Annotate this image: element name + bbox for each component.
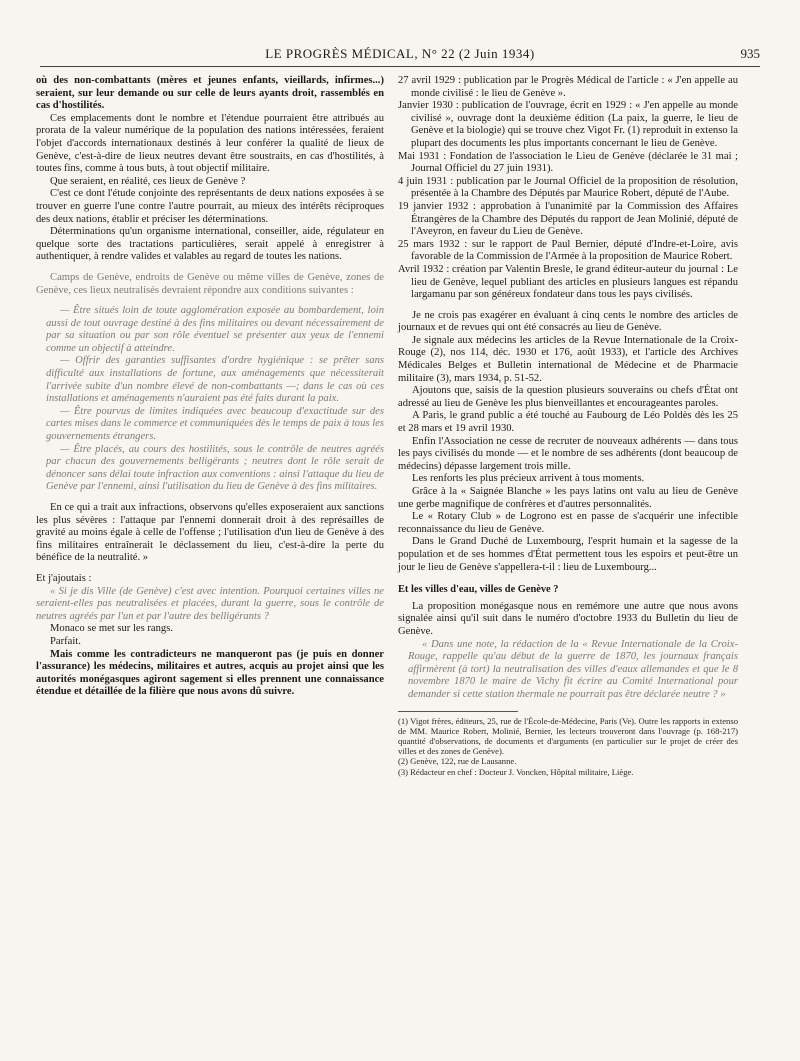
paragraph: Déterminations qu'un organisme international, conseiller, aide, régulateur en quelque sorte des tractations particulières, serait appelé à enregistrer à authentiquer, à rendre valides et valables au regard de toutes les nations. <box>36 226 384 263</box>
quote-paragraph: — Être placés, au cours des hostilités, sous le contrôle de neutres agréés par chacun des gouvernements belligérants ; neutres dont le rôle serait de dénoncer sans délai toute infraction aux conventions : ainsi l'attaque du lieu de Genève par l'ennemi, ainsi l'utilisation du lieu de Genève à des fins militaires. <box>46 443 384 493</box>
paragraph: Parfait. <box>50 635 81 647</box>
left-column <box>36 75 384 699</box>
paragraph: Ces emplacements dont le nombre et l'étendue pourraient être attribués au prorata de la valeur numérique de la population des nations intéressées, feraient l'objet d'accords internationaux destinés à leur conférer la qualité de lieux de Genève, c'est-à-dire de lieux neutres devant être soustraits, en cas d'hostilités, à toutes fins, comme à tous buts, à tout objectif militaire. <box>36 112 384 175</box>
footnote: (3) Rédacteur en chef : Docteur J. Voncken, Hôpital militaire, Liège. <box>398 766 634 777</box>
chronology-entry: 4 juin 1931 : publication par le Journal Officiel de la proposition de résolution, présentée à la Chambre des Députés par Maurice Robert, député de l'Aube. <box>398 175 738 200</box>
quote-paragraph: — Être situés loin de toute agglomération exposée au bombardement, loin aussi de tout ouvrage destiné à des fins militaires ou devant nécessairement de par sa situation ou par son rôle éventuel se présenter aux yeux de l'ennemi comme un objectif à atteindre. <box>46 305 384 354</box>
chronology-entry: 19 janvier 1932 : approbation à l'unanimité par la Commission des Affaires Étrangères de la Chambre des Députés du rapport de Jean Molinié, député de l'Aveyron, en faveur du Lieu de Genève. <box>398 200 738 238</box>
paragraph: Camps de Genève, endroits de Genève ou même villes de Genève, zones de Genève, ces lieux neutralisés devraient répondre aux conditions suivantes : <box>36 271 384 296</box>
paragraph: En ce qui a trait aux infractions, observons qu'elles exposeraient aux sanctions les plus sévères : l'attaque par l'ennemi donnerait droit à des représailles de gravité au moins égale à celle de l'offense ; l'utilisation d'un lieu de Genève à des fins militaires entraînerait le déclassement du lieu, c'est-à-dire la perte du bénéfice de la neutralité. » <box>36 502 384 564</box>
page-header <box>40 46 760 68</box>
quote-paragraph: — Être pourvus de limites indiquées avec beaucoup d'exactitude sur des cartes mises dans le commerce et communiquées dès le temps de paix à tous les gouvernements étrangers. <box>46 405 384 443</box>
paragraph: La proposition monégasque nous en remémore une autre que nous avons signalée ainsi qu'il suit dans le numéro d'octobre 1933 du Bulletin du lieu de Genève. <box>398 600 738 637</box>
paragraph: A Paris, le grand public a été touché au Faubourg de Léo Poldès dès les 25 et 28 mars et 19 avril 1930. <box>398 410 738 435</box>
paragraph: C'est ce dont l'étude conjointe des représentants de deux nations exposées à se trouver en guerre l'une contre l'autre pourrait, au mieux des intérêts réciproques des deux nations, établir et préciser les déterminations. <box>36 188 384 225</box>
footnote: (2) Genève, 122, rue de Lausanne. <box>398 756 517 767</box>
running-title: LE PROGRÈS MÉDICAL, N° 22 (2 Juin 1934) <box>265 46 535 61</box>
paragraph: Je signale aux médecins les articles de la Revue Internationale de la Croix-Rouge (2), nos 114, déc. 1930 et 176, août 1933), et l'article des Archives Médicales Belges et Bulletin international de Médecine et de Pharmacie militaire (3), mars 1934, p. 51-52. <box>398 334 738 384</box>
paragraph: Le « Rotary Club » de Logrono est en passe de s'acquérir une infectible reconnaissance du lieu de Genève. <box>398 511 738 535</box>
paragraph: où des non-combattants (mères et jeunes enfants, vieillards, infirmes...) seraient, sur leur demande ou sur celle de leurs ayants droit, rassemblés en cas d'hostilités. <box>36 75 384 112</box>
quote-paragraph: — Offrir des garanties suffisantes d'ordre hygiénique : se prêter sans difficulté aux installations de fortune, aux aménagements que nécessiterait l'arrivée subite d'un nombre élevé de non-combattants —; dans le cas où ces installations et aménagements n'auraient pas été faits durant la paix. <box>46 355 384 405</box>
paragraph: Enfin l'Association ne cesse de recruter de nouveaux adhérents — dans tous les pays civilisés du monde — et le nombre de ses adhérents (dont beaucoup de médecins) dépasse largement trois mille. <box>398 435 738 472</box>
chronology-entry: 25 mars 1932 : sur le rapport de Paul Bernier, député d'Indre-et-Loire, avis favorable de la Commission de l'Armée à la proposition de Maurice Robert. <box>398 238 738 263</box>
paragraph: Et j'ajoutais : <box>36 572 92 584</box>
quote-paragraph: « Si je dis Ville (de Genève) c'est avec intention. Pourquoi certaines villes ne seraient-elles pas neutralisées et placées, durant la guerre, sous le contrôle de neutres agréés par l'un et par l'autre des belligérants ? <box>36 585 384 622</box>
paragraph: Ajoutons que, saisis de la question plusieurs souverains ou chefs d'État ont adressé au lieu de Genève les plus bienveillantes et encourageantes paroles. <box>398 385 738 409</box>
chronology-entry: Avril 1932 : création par Valentin Bresle, le grand éditeur-auteur du journal : Le lieu de Genève, lequel publiant des articles en plusieurs langues est répandu largamanu par son généreux fondateur dans tous les pays civilisés. <box>398 263 738 301</box>
footnote-separator <box>398 711 518 712</box>
right-column <box>398 75 738 777</box>
paragraph: Dans le Grand Duché de Luxembourg, l'esprit humain et la sagesse de la population et de ses hommes d'État permettent tous les espoirs et peut-être un jour le lieu de Genève s'appellera-t-il : lieu de Luxembourg... <box>398 536 738 573</box>
page-number: 935 <box>740 46 760 61</box>
paragraph: Je ne crois pas exagérer en évaluant à cinq cents le nombre des articles de journaux et de revues qui ont été consacrés au lieu de Genève. <box>398 309 738 334</box>
paragraph: Que seraient, en réalité, ces lieux de Genève ? <box>50 175 246 187</box>
footnotes <box>398 716 738 777</box>
quote-paragraph: « Dans une note, la rédaction de la « Revue Internationale de la Croix-Rouge, rappelle qu'au début de la guerre de 1870, les journaux français affirmèrent (à tort) la neutralisation des villes d'eaux allemandes et que le 8 novembre 1870 le maire de Vichy fit écrire au Comité International pour demander si cette station thermale ne pourrait pas être déclarée neutre ? » <box>408 638 738 700</box>
paragraph: Mais comme les contradicteurs ne manqueront pas (je puis en donner l'assurance) les médecins, militaires et autres, acquis au projet ainsi que les autorités monégasques agiront sagement si elles prennent une connaissance étendue et détaillée de la filière que nous avons dû suivre. <box>36 648 384 698</box>
header-rule <box>40 66 760 67</box>
paragraph: Grâce à la « Saignée Blanche » les pays latins ont valu au lieu de Genève une gerbe magnifique de confrères et d'autres personnalités. <box>398 486 738 510</box>
footnote: (1) Vigot frères, éditeurs, 25, rue de l'École-de-Médecine, Paris (Ve). Outre les rapports in extenso de MM. Maurice Robert, Molinié, Bernier, les lecteurs trouveront dans l'ouvrage (p. 168-217) quantité d'observations, de documents et d'arguments (en particulier sur le projet de créer des villes et des zones de Genève). <box>398 715 738 757</box>
section-heading: Et les villes d'eau, villes de Genève ? <box>398 584 559 596</box>
chronology-entry: 27 avril 1929 : publication par le Progrès Médical de l'article : « J'en appelle au monde civilisé : le lieu de Genève ». <box>398 75 738 99</box>
paragraph: Les renforts les plus précieux arrivent à tous moments. <box>412 473 645 485</box>
chronology-entry: Janvier 1930 : publication de l'ouvrage, écrit en 1929 : « J'en appelle au monde civilisé », ouvrage dont la deuxième édition (La paix, la guerre, le lieu de Genève et la biologie) qui se trouve chez Vigot Fr. (1) reproduit in extenso la plupart des documents les plus importants concernant le lieu de Genève. <box>398 100 738 149</box>
paragraph: Monaco se met sur les rangs. <box>50 623 173 635</box>
chronology-entry: Mai 1931 : Fondation de l'association le Lieu de Genève (déclarée le 31 mai ; Journal Officiel du 27 juin 1931). <box>398 150 738 175</box>
